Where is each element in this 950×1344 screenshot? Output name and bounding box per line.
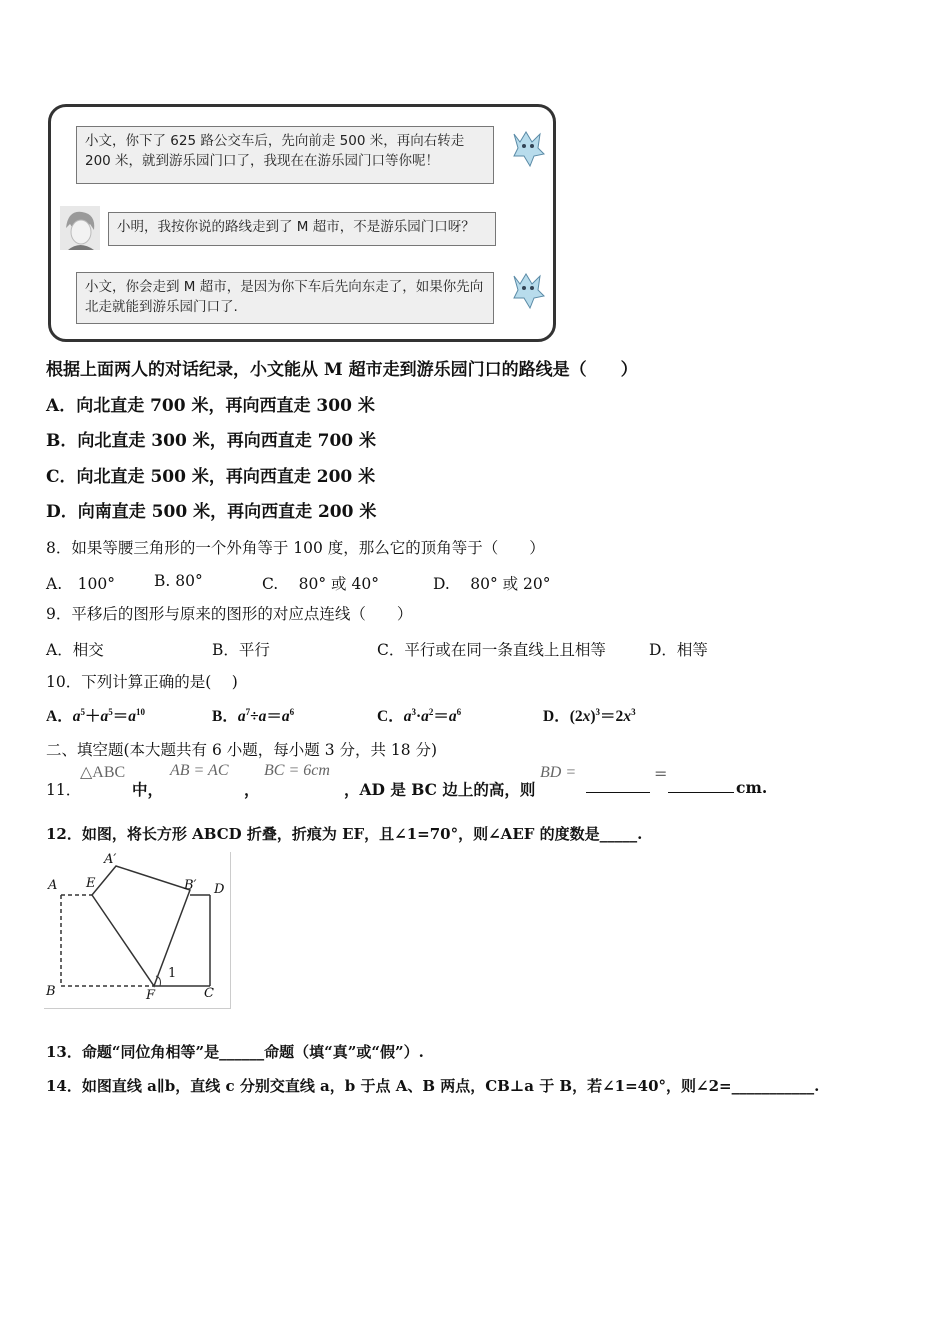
figure-label-d: D <box>214 882 225 897</box>
q12-stem: 12．如图，将长方形 ABCD 折叠，折痕为 EF，且∠1=70°，则∠AEF 的度数是_____. <box>46 825 643 843</box>
fold-figure-svg <box>44 852 230 1008</box>
q10-stem: 10．下列计算正确的是( ) <box>46 673 238 691</box>
q11-eq-bc: BC = 6cm <box>264 762 330 779</box>
q14-stem: 14．如图直线 a∥b，直线 c 分别交直线 a，b 于点 A、B 两点，CB⊥a 于 B，若∠1=40°，则∠2=___________. <box>46 1077 820 1095</box>
q7-option-d: D．向南直走 500 米，再向西直走 200 米 <box>46 502 377 522</box>
q11-eq-ab-ac: AB = AC <box>170 762 229 779</box>
chat-bubble-2 <box>108 212 496 246</box>
q11-unit: cm. <box>736 778 768 797</box>
q11-zhong: 中， <box>132 780 164 799</box>
q8-option-d: D. 80° 或 20° <box>433 575 551 593</box>
q13-stem: 13．命题“同位角相等”是______命题（填“真”或“假”）. <box>46 1043 424 1061</box>
q8-option-b: B. 80° <box>154 572 203 590</box>
q11-blank-1[interactable] <box>586 792 650 793</box>
figure-label-angle-1: 1 <box>168 966 177 981</box>
chat-bubble-3 <box>76 272 494 324</box>
chat-message-2: 小明，我按你说的路线走到了 M 超市，不是游乐园门口呀？ <box>117 219 475 235</box>
q8-option-c: C. 80° 或 40° <box>262 575 379 593</box>
figure-label-a-prime: A′ <box>104 852 117 867</box>
q7-option-a: A．向北直走 700 米，再向西直走 300 米 <box>46 396 375 416</box>
chat-message-1: 小文，你下了 625 路公交车后，先向前走 500 米，再向右转走 200 米，就到游乐园门口了，我现在在游乐园门口等你呢！ <box>85 133 465 169</box>
q9-option-c: C．平行或在同一条直线上且相等 <box>377 641 606 659</box>
q11-text: ，AD 是 BC 边上的高，则 <box>344 780 536 799</box>
q9-stem: 9．平移后的图形与原来的图形的对应点连线（ ） <box>46 605 413 623</box>
q11-eq-sign: = <box>654 764 668 783</box>
robot-avatar-icon <box>506 126 550 170</box>
figure-label-e: E <box>86 876 96 891</box>
q7-option-c: C．向北直走 500 米，再向西直走 200 米 <box>46 467 376 487</box>
q8-option-a: A. 100° <box>46 575 115 593</box>
chat-message-3: 小文，你会走到 M 超市，是因为你下车后先向东走了，如果你先向北走就能到游乐园门口了. <box>85 279 484 315</box>
q10-option-b: B．$a^7\div a=a^6$ <box>212 706 295 725</box>
q10-option-a: A．$a^5+a^5=a^{10}$ <box>46 706 145 725</box>
fold-figure <box>44 852 231 1009</box>
q7-option-b: B．向北直走 300 米，再向西直走 700 米 <box>46 431 377 451</box>
robot-avatar-icon-2 <box>506 268 550 312</box>
section-2-heading: 二、填空题(本大题共有 6 小题，每小题 3 分，共 18 分) <box>46 741 438 759</box>
chat-bubble-1 <box>76 126 494 184</box>
q9-option-b: B．平行 <box>212 641 270 659</box>
boy-avatar-icon <box>60 206 100 250</box>
figure-label-f: F <box>146 988 156 1003</box>
q11-bd: BD = <box>540 764 577 781</box>
q10-option-c: C．$a^3\cdot a^2=a^6$ <box>377 706 462 725</box>
q11-comma: ， <box>244 780 260 799</box>
q11-number: 11． <box>46 781 82 799</box>
q7-stem: 根据上面两人的对话纪录，小文能从 M 超市走到游乐园门口的路线是（ ） <box>46 360 638 380</box>
figure-label-b-prime: B′ <box>184 878 197 893</box>
q9-option-a: A．相交 <box>46 641 104 659</box>
figure-label-a: A <box>48 878 58 893</box>
figure-label-b: B <box>46 984 56 999</box>
q9-option-d: D．相等 <box>649 641 708 659</box>
q8-stem: 8．如果等腰三角形的一个外角等于 100 度，那么它的顶角等于（ ） <box>46 539 545 557</box>
figure-label-c: C <box>204 986 214 1001</box>
q11-triangle: △ABC <box>80 764 126 781</box>
q11-blank-2[interactable] <box>668 792 734 793</box>
q10-option-d: D．$(2x)^3=2x^3$ <box>543 706 636 725</box>
